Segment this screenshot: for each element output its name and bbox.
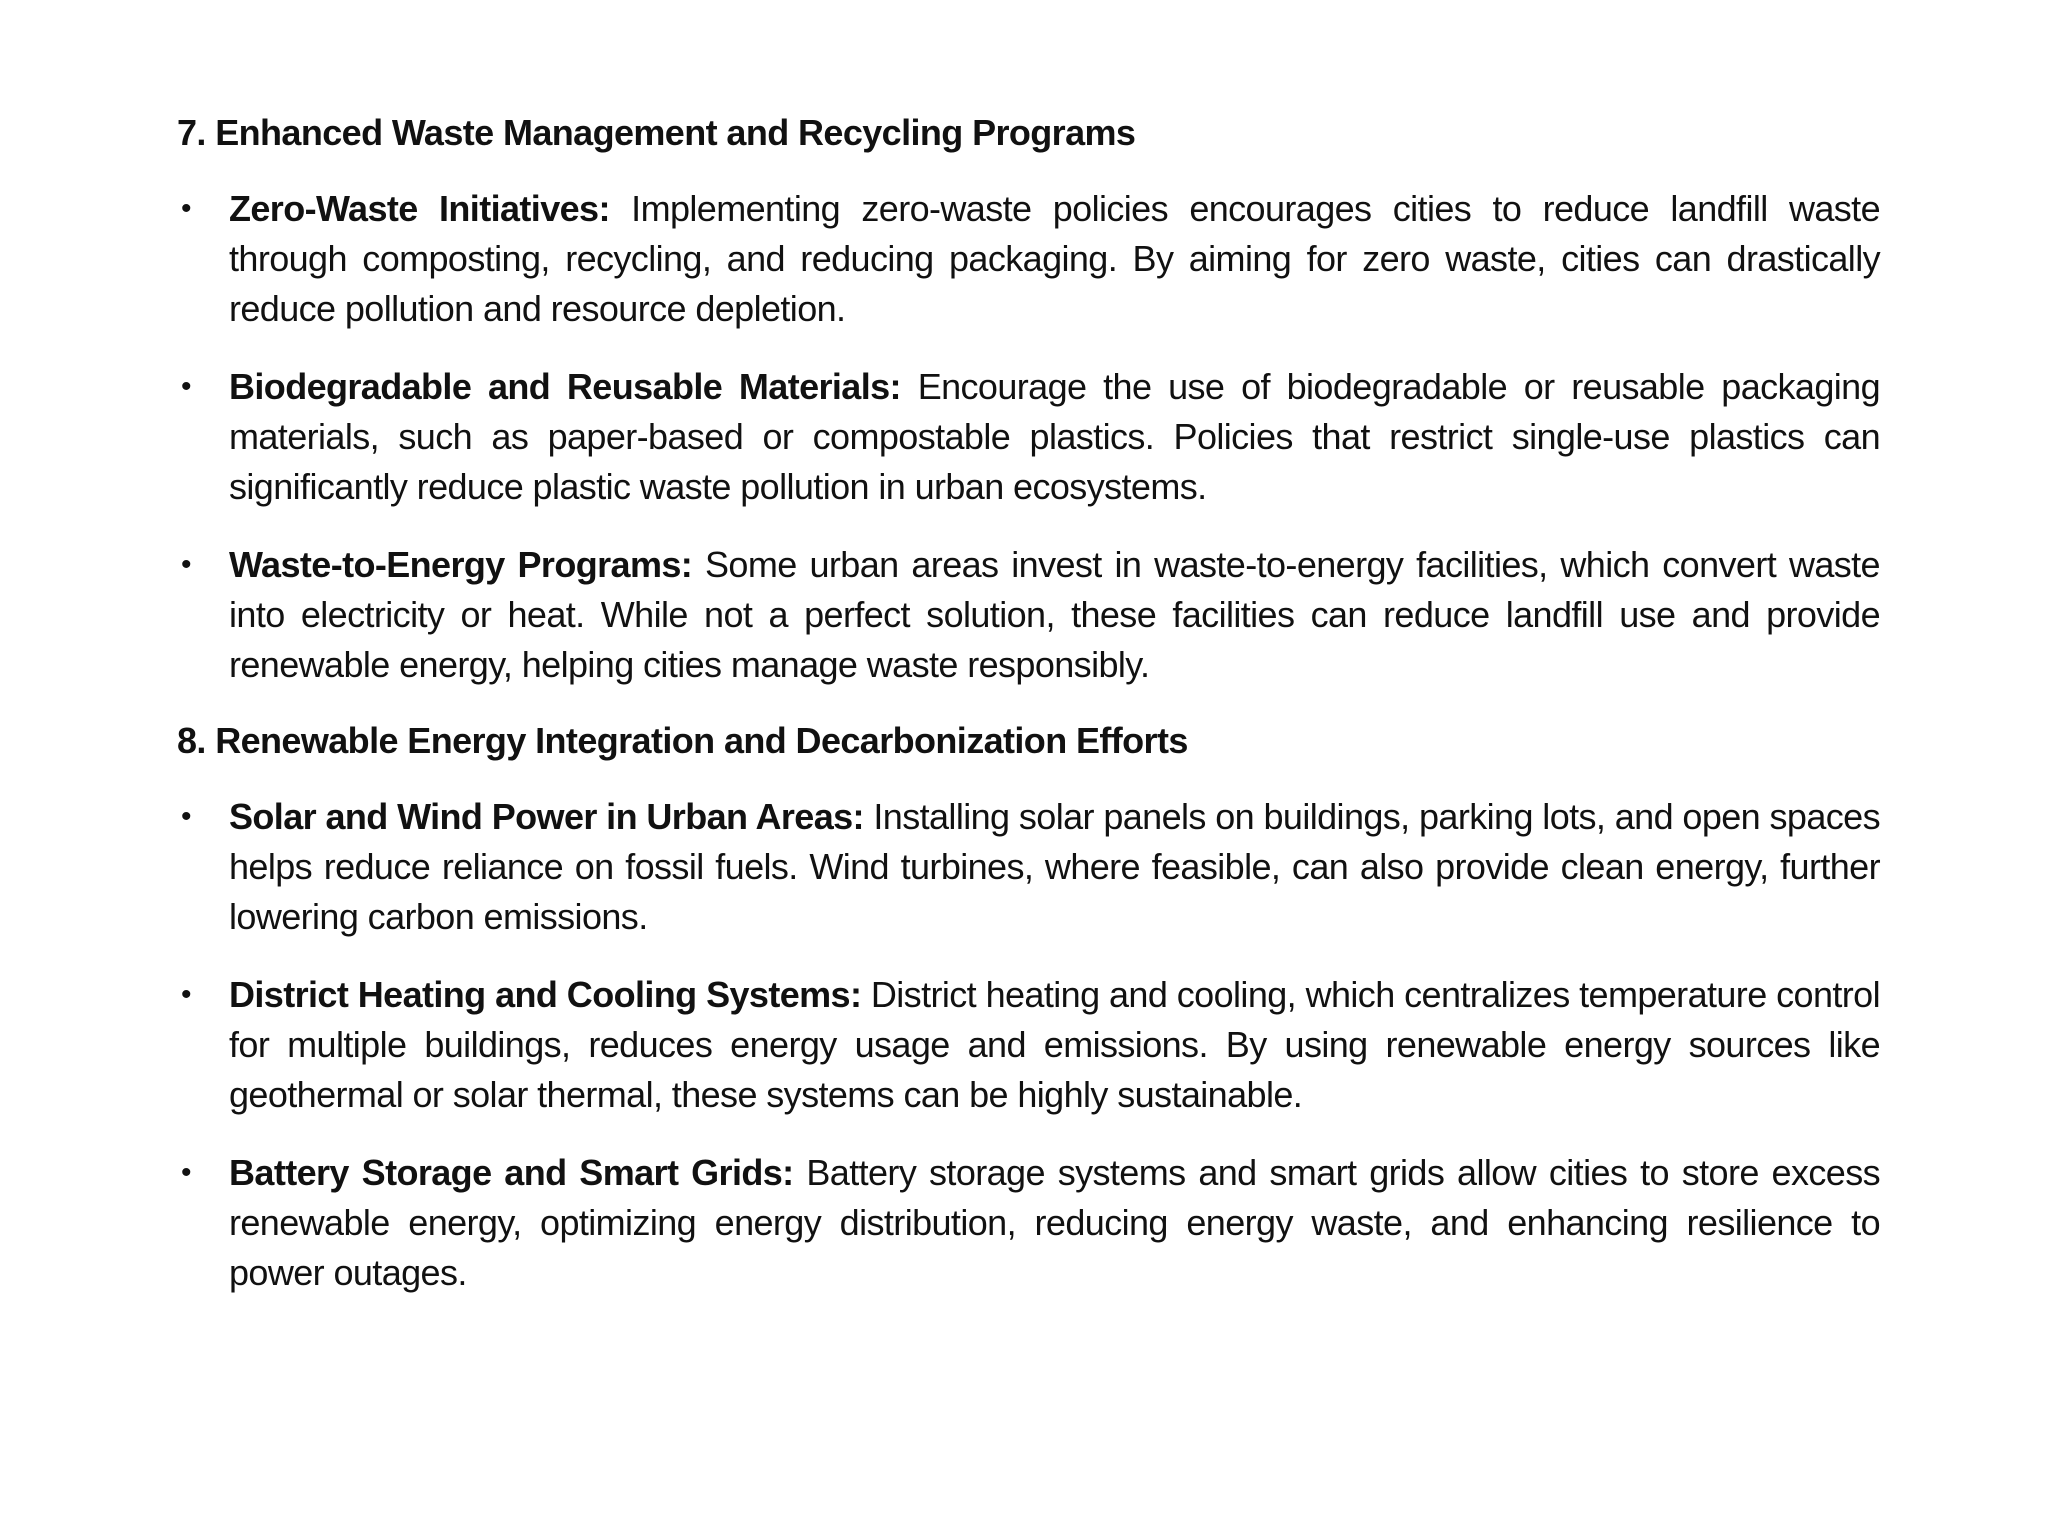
bullet-icon: • [181,548,191,581]
bullet-icon: • [181,978,191,1011]
bullet-icon: • [181,800,191,833]
item-text: District heating and cooling, which centralizes temperature control for multiple buildings, reduces energy usage and emissions. By using renewable energy sources like geothermal or solar thermal, these systems can be highly sustainable. [229,974,1880,1115]
bullet-icon: • [181,192,191,225]
list-item [177,184,1880,334]
item-text: Installing solar panels on buildings, parking lots, and open spaces helps reduce reliance on fossil fuels. Wind turbines, where feasible, can also provide clean energy, further lowering carbon emissions. [229,796,1880,937]
item-text: Encourage the use of biodegradable or reusable packaging materials, such as paper-based or compostable plastics. Policies that restrict single-use plastics can significantly reduce plastic waste pollution in urban ecosystems. [229,366,1880,507]
list-item [177,540,1880,690]
item-term: Solar and Wind Power in Urban Areas: [229,796,864,837]
item-term: Battery Storage and Smart Grids: [229,1152,794,1193]
item-text: Implementing zero-waste policies encourages cities to reduce landfill waste through composting, recycling, and reducing packaging. By aiming for zero waste, cities can drastically reduce pollution and resource depletion. [229,188,1880,329]
list-item [177,792,1880,942]
waste-management-list [177,184,1880,690]
item-text: Battery storage systems and smart grids allow cities to store excess renewable energy, optimizing energy distribution, reducing energy waste, and enhancing resilience to power outages. [229,1152,1881,1293]
list-item [177,362,1880,512]
section-heading-renewable-energy: 8. Renewable Energy Integration and Decarbonization Efforts [177,720,1188,761]
item-term: District Heating and Cooling Systems: [229,974,862,1015]
bullet-icon: • [181,370,191,403]
section-heading-waste-management: 7. Enhanced Waste Management and Recycling Programs [177,112,1136,153]
list-item [177,1148,1880,1298]
item-text: Some urban areas invest in waste-to-energy facilities, which convert waste into electricity or heat. While not a perfect solution, these facilities can reduce landfill use and provide renewable energy, helping cities manage waste responsibly. [229,544,1880,685]
document-page [177,108,1880,1298]
list-item [177,970,1880,1120]
item-term: Biodegradable and Reusable Materials: [229,366,901,407]
item-term: Waste-to-Energy Programs: [229,544,693,585]
renewable-energy-list [177,792,1880,1298]
item-term: Zero-Waste Initiatives: [229,188,610,229]
bullet-icon: • [181,1156,191,1189]
